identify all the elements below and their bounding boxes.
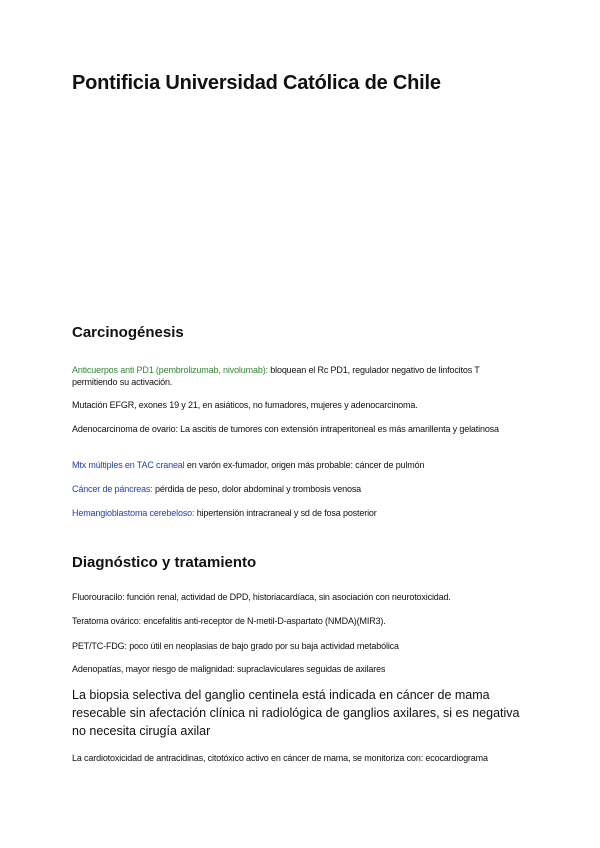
page-title: Pontificia Universidad Católica de Chile bbox=[72, 72, 441, 94]
paragraph-fluorouracilo: Fluorouracilo: función renal, actividad de DPD, historiacardíaca, sin asociación con neurotoxicidad. bbox=[72, 592, 451, 602]
highlight-hemangioblastoma: Hemangioblastoma cerebeloso: bbox=[72, 508, 195, 518]
highlight-pancreas: Cáncer de páncreas: bbox=[72, 484, 153, 494]
text-hemangioblastoma: hipertensión intracraneal y sd de fosa posterior bbox=[194, 508, 377, 518]
text-mtx: en varón ex-fumador, origen más probable: cáncer de pulmón bbox=[184, 460, 425, 470]
paragraph-mtx bbox=[72, 459, 522, 471]
text-pancreas: pérdida de peso, dolor abdominal y trombosis venosa bbox=[152, 484, 362, 494]
paragraph-ovary: Adenocarcinoma de ovario: La ascitis de tumores con extensión intraperitoneal es más amarillenta y gelatinosa bbox=[72, 424, 499, 434]
highlight-mtx: Mtx múltiples en TAC craneal bbox=[72, 460, 185, 470]
paragraph-hemangioblastoma bbox=[72, 507, 522, 519]
highlight-anti-pd1: Anticuerpos anti PD1 (pembrolizumab, nivolumab): bbox=[72, 365, 268, 375]
paragraph-egfr: Mutación EFGR, exones 19 y 21, en asiáticos, no fumadores, mujeres y adenocarcinoma. bbox=[72, 400, 418, 410]
section-heading-carcinogenesis: Carcinogénesis bbox=[72, 324, 184, 341]
text-anti-pd1: bloquean el Rc PD1, regulador negativo de linfocitos T permitiendo su activación. bbox=[72, 365, 480, 387]
paragraph-anti-pd1 bbox=[72, 364, 522, 388]
paragraph-pet: PET/TC-FDG: poco útil en neoplasias de bajo grado por su baja actividad metabólica bbox=[72, 641, 399, 651]
paragraph-teratoma: Teratoma ovárico: encefalitis anti-receptor de N-metil-D-aspartato (NMDA)(MIR3). bbox=[72, 616, 386, 626]
paragraph-pancreas bbox=[72, 483, 522, 495]
paragraph-cardiotoxicidad: La cardiotoxicidad de antracidinas, citotóxico activo en cáncer de mama, se monitoriza con: ecocardiograma bbox=[72, 753, 488, 763]
section-heading-diagnostico: Diagnóstico y tratamiento bbox=[72, 554, 257, 571]
paragraph-biopsia: La biopsia selectiva del ganglio centinela está indicada en cáncer de mama resecable sin afectación clínica ni radiológica de ganglios axilares, si es negativa no necesita cirugía axilar bbox=[72, 688, 520, 738]
paragraph-adenopatias: Adenopatías, mayor riesgo de malignidad: supraclaviculares seguidas de axilares bbox=[72, 664, 386, 674]
